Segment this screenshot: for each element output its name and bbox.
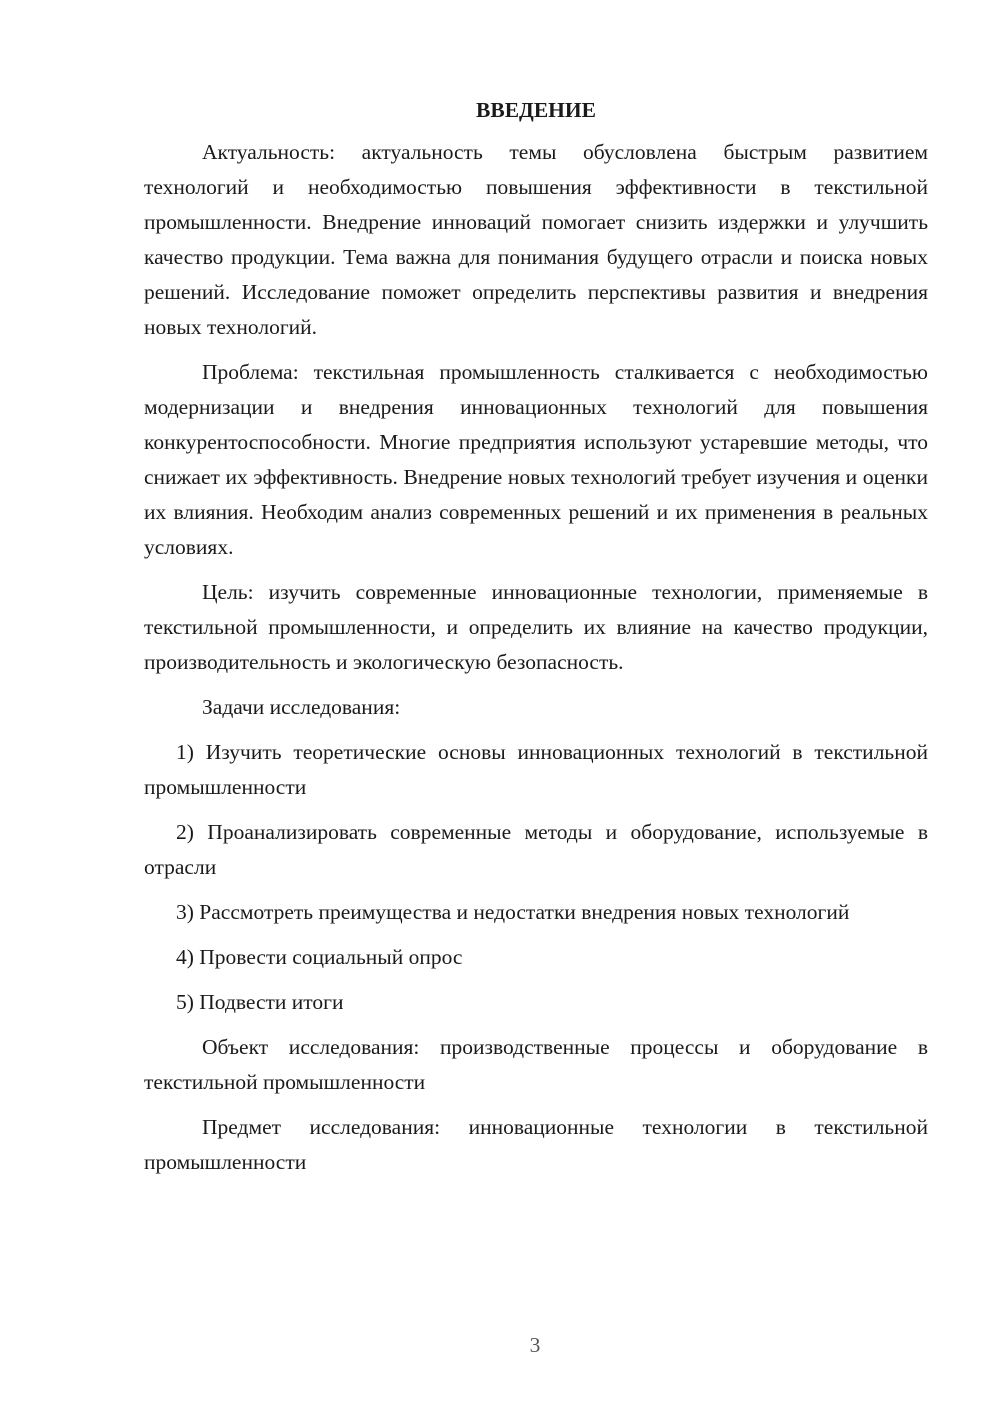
task-item-3: 3) Рассмотреть преимущества и недостатки внедрения новых технологий (176, 900, 850, 924)
relevance-paragraph: Актуальность: актуальность темы обусловлена быстрым развитием технологий и необходимостью повышения эффективности в текстильной промышленности. Внедрение инноваций помогает снизить издержки и улучшить качество продукции. Тема важна для понимания будущего отрасли и поиска новых решений. Исследование поможет определить перспективы развития и внедрения новых технологий. (144, 140, 928, 339)
task-item-5: 5) Подвести итоги (176, 990, 344, 1014)
problem-paragraph: Проблема: текстильная промышленность сталкивается с необходимостью модернизации и внедрения инновационных технологий для повышения конкурентоспособности. Многие предприятия используют устаревшие методы, что снижает их эффективность. Внедрение новых технологий требует изучения и оценки их влияния. Необходим анализ современных решений и их применения в реальных условиях. (144, 360, 928, 559)
task-item-2: 2) Проанализировать современные методы и оборудование, используемые в отрасли (144, 820, 928, 879)
tasks-heading: Задачи исследования: (202, 695, 401, 719)
section-title: ВВЕДЕНИЕ (476, 98, 596, 122)
goal-paragraph: Цель: изучить современные инновационные технологии, применяемые в текстильной промышленности, и определить их влияние на качество продукции, производительность и экологическую безопасность. (144, 580, 928, 674)
object-paragraph: Объект исследования: производственные процессы и оборудование в текстильной промышленности (144, 1035, 928, 1094)
page-number: 3 (529, 1333, 541, 1357)
task-item-4: 4) Провести социальный опрос (176, 945, 463, 969)
document-page (144, 95, 928, 1190)
task-item-1: 1) Изучить теоретические основы инновационных технологий в текстильной промышленности (144, 740, 928, 799)
subject-paragraph: Предмет исследования: инновационные технологии в текстильной промышленности (144, 1115, 928, 1174)
